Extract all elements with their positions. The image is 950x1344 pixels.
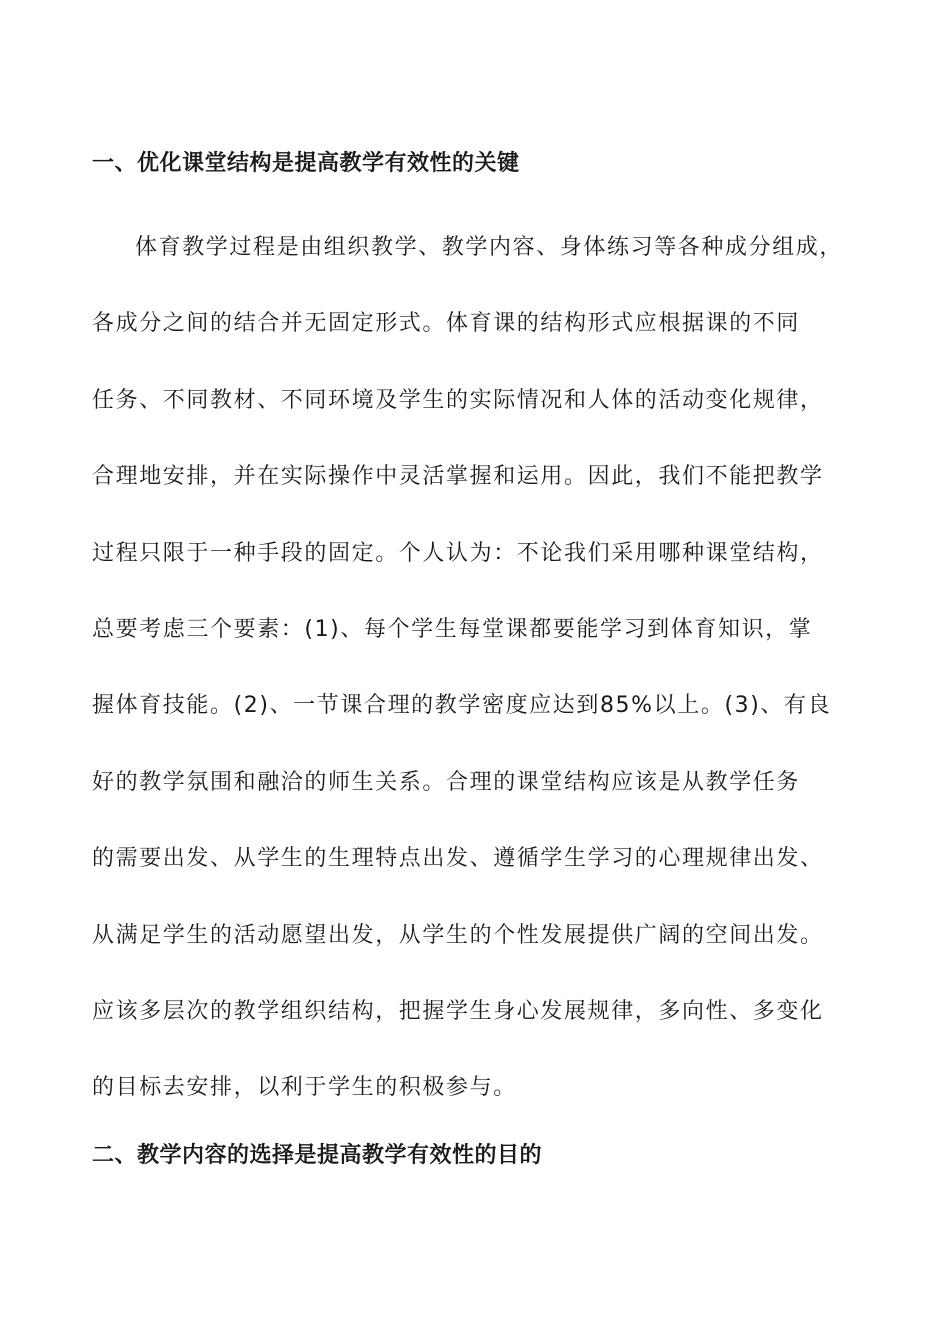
paragraph-line: 握体育技能。(2)、一节课合理的教学密度应达到85%以上。(3)、有良: [92, 693, 832, 719]
paragraph-line: 合理地安排，并在实际操作中灵活掌握和运用。因此，我们不能把教学: [92, 464, 824, 490]
paragraph-line: 从满足学生的活动愿望出发，从学生的个性发展提供广阔的空间出发。: [92, 922, 824, 948]
paragraph-line: 的需要出发、从学生的生理特点出发、遵循学生学习的心理规律出发、: [92, 846, 824, 872]
paragraph-line: 各成分之间的结合并无固定形式。体育课的结构形式应根据课的不同: [92, 311, 801, 337]
paragraph-line: 体育教学过程是由组织教学、教学内容、身体练习等各种成分组成，: [135, 235, 844, 260]
paragraph-line: 总要考虑三个要素：(1)、每个学生每堂课都要能学习到体育知识，掌: [92, 616, 813, 642]
section-1-heading: 一、优化课堂结构是提高教学有效性的关键: [92, 151, 520, 176]
paragraph-line: 的目标去安排，以利于学生的积极参与。: [92, 1075, 517, 1101]
section-2-heading: 二、教学内容的选择是提高教学有效性的目的: [92, 1143, 543, 1168]
paragraph-line: 应该多层次的教学组织结构，把握学生身心发展规律，多向性、多变化: [92, 998, 824, 1024]
paragraph-line: 过程只限于一种手段的固定。个人认为：不论我们采用哪种课堂结构，: [92, 540, 824, 566]
paragraph-line: 好的教学氛围和融洽的师生关系。合理的课堂结构应该是从教学任务: [92, 769, 801, 795]
paragraph-line: 任务、不同教材、不同环境及学生的实际情况和人体的活动变化规律，: [92, 387, 824, 413]
section-1-paragraph: [92, 218, 872, 1135]
